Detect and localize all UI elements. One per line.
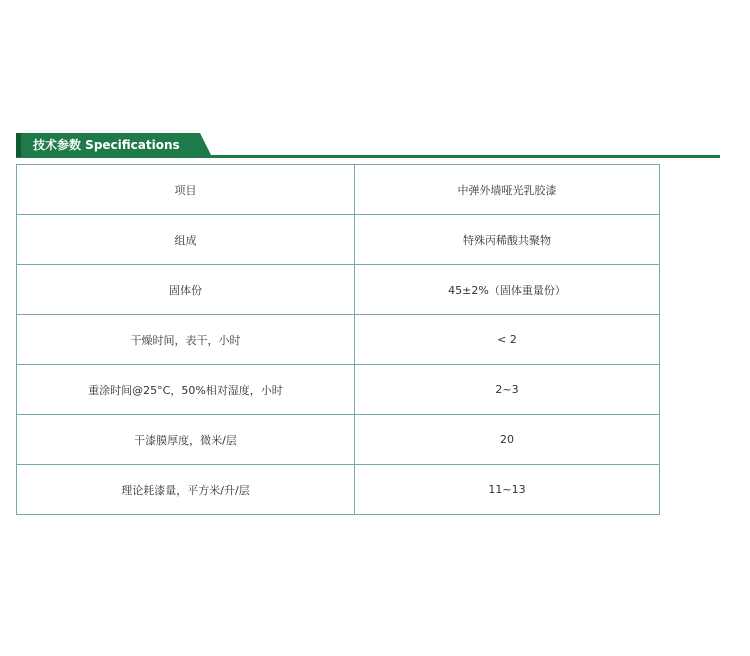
row-value: 特殊丙稀酸共聚物	[355, 215, 660, 265]
section-header	[16, 133, 720, 159]
table-row	[17, 265, 660, 315]
table-row	[17, 165, 660, 215]
table-row	[17, 315, 660, 365]
row-value: 中弹外墙哑光乳胶漆	[355, 165, 660, 215]
specifications-table	[16, 164, 660, 515]
row-label: 理论耗漆量，平方米/升/层	[17, 465, 355, 515]
row-label: 组成	[17, 215, 355, 265]
table-row	[17, 215, 660, 265]
row-label: 重涂时间@25°C，50%相对湿度，小时	[17, 365, 355, 415]
row-value: 2~3	[355, 365, 660, 415]
row-label: 固体份	[17, 265, 355, 315]
table-row	[17, 365, 660, 415]
row-value: < 2	[355, 315, 660, 365]
row-value: 20	[355, 415, 660, 465]
row-label: 干漆膜厚度，微米/层	[17, 415, 355, 465]
section-title: 技术参数 Specifications	[33, 138, 180, 152]
table-row	[17, 415, 660, 465]
row-value: 45±2%（固体重量份）	[355, 265, 660, 315]
table-row	[17, 465, 660, 515]
row-label: 项目	[17, 165, 355, 215]
row-value: 11~13	[355, 465, 660, 515]
row-label: 干燥时间，表干，小时	[17, 315, 355, 365]
header-accent-bar	[16, 133, 21, 157]
